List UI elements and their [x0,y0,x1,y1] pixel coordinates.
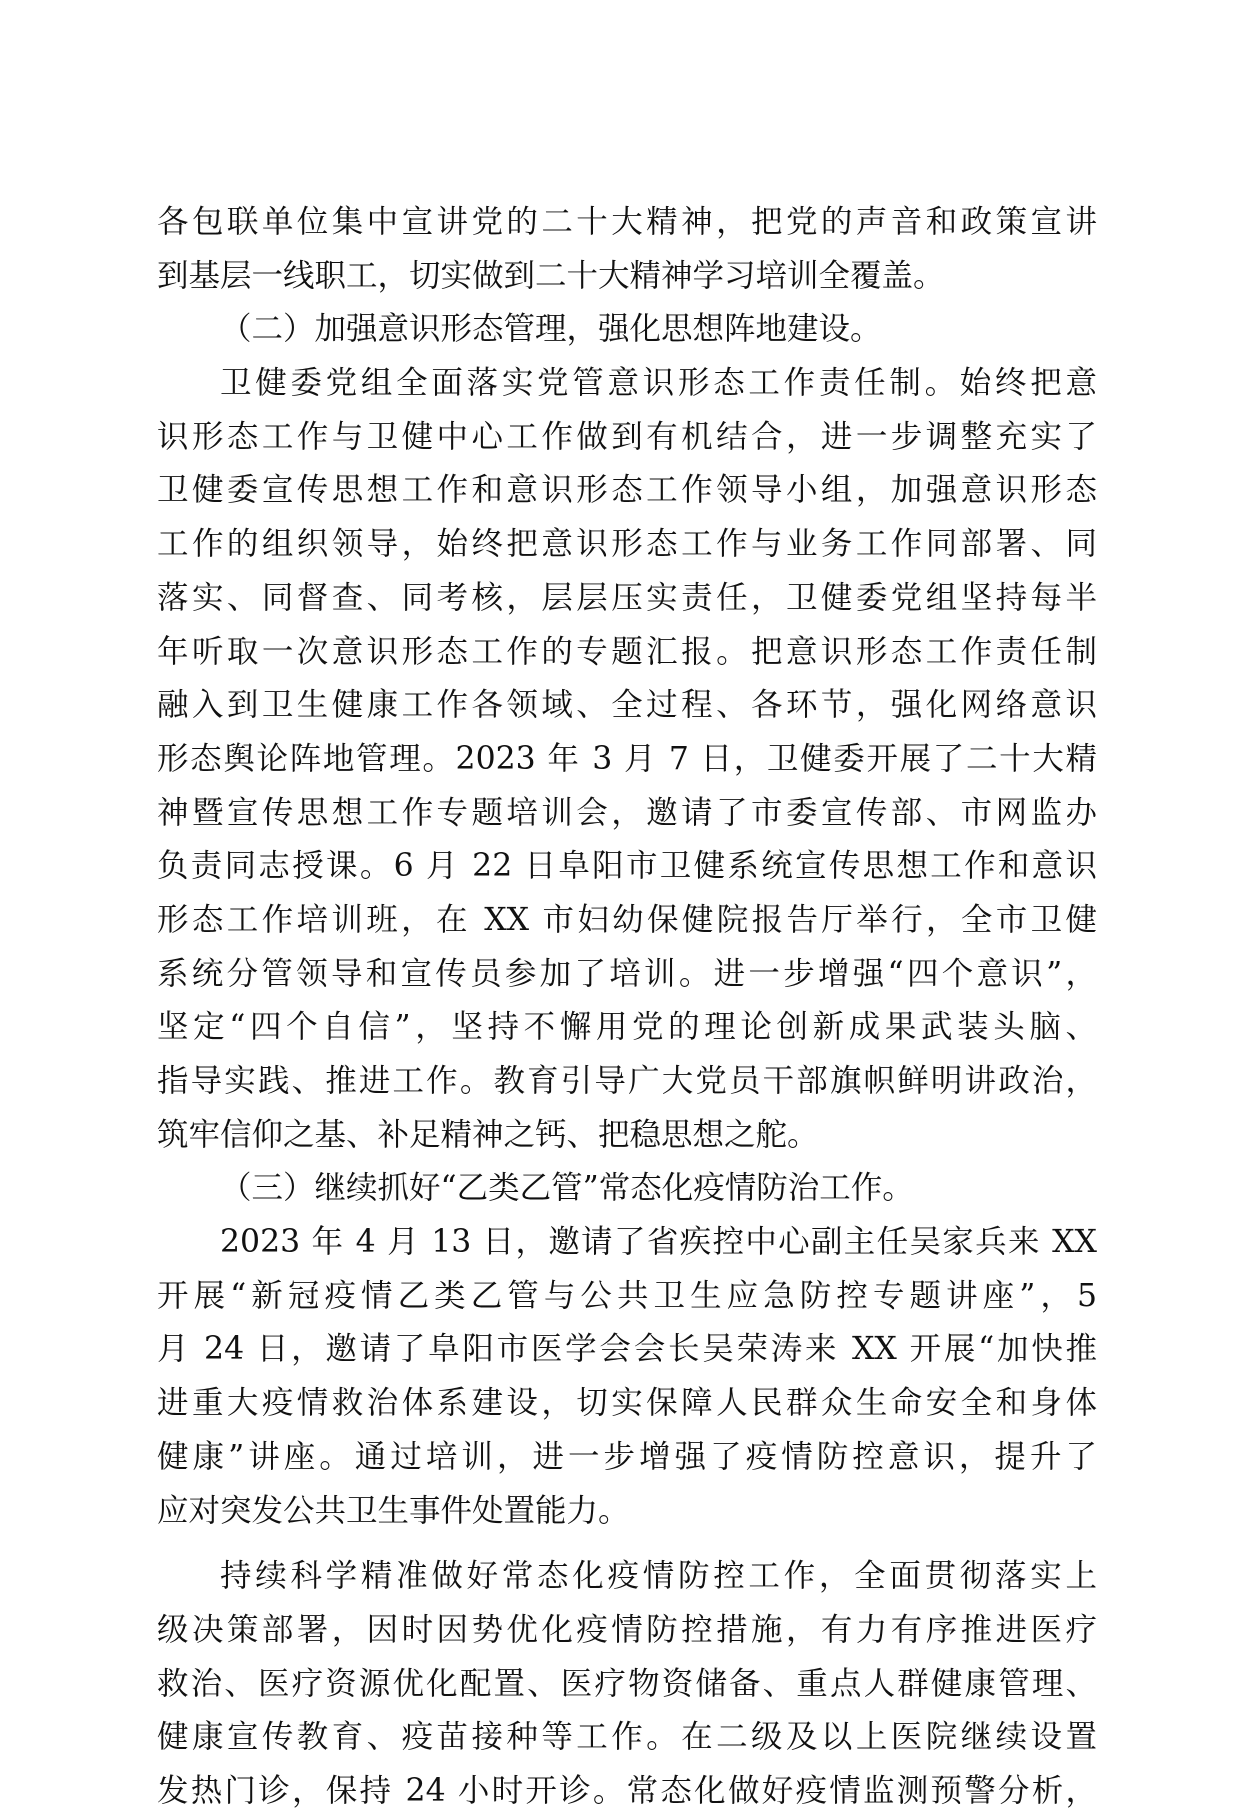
paragraph-line: 进重大疫情救治体系建设，切实保障人民群众生命安全和身体 [157,1385,1097,1422]
section-heading-3: （三）继续抓好“乙类乙管”常态化疫情防治工作。 [220,1170,914,1207]
paragraph-line: 识形态工作与卫健中心工作做到有机结合，进一步调整充实了 [157,418,1097,455]
paragraph-line: 月 24 日，邀请了阜阳市医学会会长吴荣涛来 XX 开展“加快推 [157,1331,1097,1368]
paragraph-line: 应对突发公共卫生事件处置能力。 [157,1492,630,1529]
paragraph-line: 2023 年 4 月 13 日，邀请了省疾控中心副主任吴家兵来 XX [220,1224,1097,1261]
paragraph-line: 落实、同督查、同考核，层层压实责任，卫健委党组坚持每半 [157,579,1097,616]
paragraph-line: 筑牢信仰之基、补足精神之钙、把稳思想之舵。 [157,1116,819,1153]
paragraph-line: 神暨宣传思想工作专题培训会，邀请了市委宣传部、市网监办 [157,794,1097,831]
section-heading-2: （二）加强意识形态管理，强化思想阵地建设。 [220,311,882,348]
document-body [157,196,1097,1819]
paragraph-line: 级决策部署，因时因势优化疫情防控措施，有力有序推进医疗 [157,1611,1097,1648]
paragraph-line: 坚定“四个自信”，坚持不懈用党的理论创新成果武装头脑、 [157,1009,1097,1046]
paragraph-line: 救治、医疗资源优化配置、医疗物资储备、重点人群健康管理、 [157,1665,1097,1702]
paragraph-line: 开展“新冠疫情乙类乙管与公共卫生应急防控专题讲座”，5 [157,1277,1097,1314]
paragraph-line: 工作的组织领导，始终把意识形态工作与业务工作同部署、同 [157,526,1097,563]
paragraph-line: 形态工作培训班，在 XX 市妇幼保健院报告厅举行，全市卫健 [157,901,1097,938]
paragraph-line: 到基层一线职工，切实做到二十大精神学习培训全覆盖。 [157,257,945,294]
paragraph-line: 发热门诊，保持 24 小时开诊。常态化做好疫情监测预警分析， [157,1772,1097,1809]
paragraph-line: 系统分管领导和宣传员参加了培训。进一步增强“四个意识”， [157,955,1097,992]
paragraph-line: 年听取一次意识形态工作的专题汇报。把意识形态工作责任制 [157,633,1097,670]
paragraph-line: 卫健委宣传思想工作和意识形态工作领导小组，加强意识形态 [157,472,1097,509]
paragraph-line: 融入到卫生健康工作各领域、全过程、各环节，强化网络意识 [157,687,1097,724]
paragraph-line: 卫健委党组全面落实党管意识形态工作责任制。始终把意 [220,365,1097,402]
paragraph-line: 各包联单位集中宣讲党的二十大精神，把党的声音和政策宣讲 [157,204,1097,240]
paragraph-line: 形态舆论阵地管理。2023 年 3 月 7 日，卫健委开展了二十大精 [157,740,1097,777]
paragraph-gap [157,1538,1097,1550]
paragraph-line: 指导实践、推进工作。教育引导广大党员干部旗帜鲜明讲政治， [157,1063,1097,1099]
paragraph-line: 健康”讲座。通过培训，进一步增强了疫情防控意识，提升了 [157,1438,1097,1475]
paragraph-line: 持续科学精准做好常态化疫情防控工作，全面贯彻落实上 [220,1558,1097,1595]
paragraph-line: 负责同志授课。6 月 22 日阜阳市卫健系统宣传思想工作和意识 [157,848,1097,885]
paragraph-line: 健康宣传教育、疫苗接种等工作。在二级及以上医院继续设置 [157,1719,1097,1756]
